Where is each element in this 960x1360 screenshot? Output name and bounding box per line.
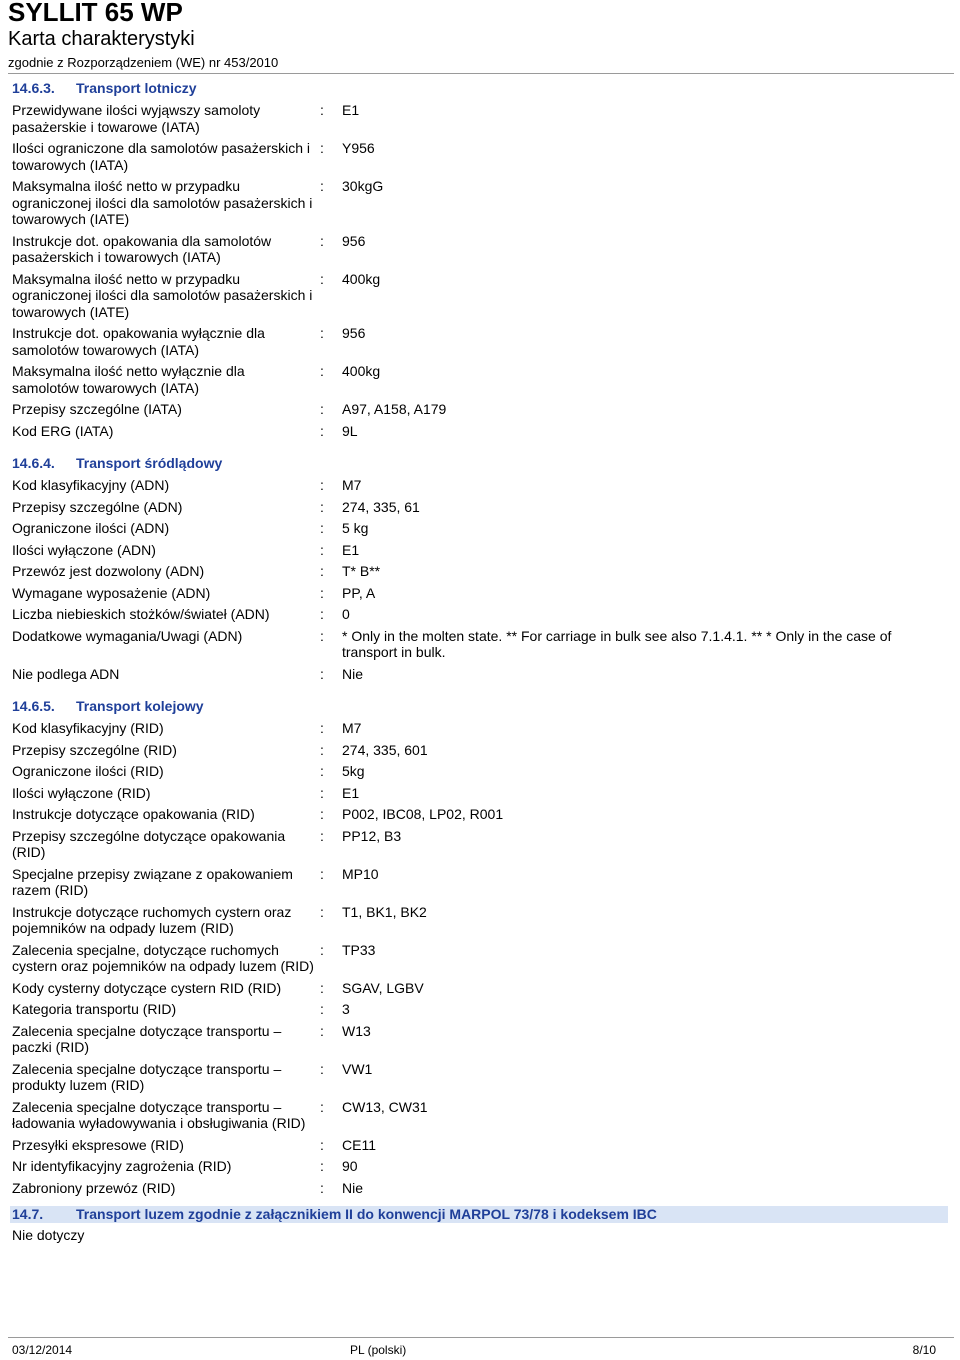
- property-row: [12, 666, 948, 683]
- separator-colon: :: [320, 1098, 324, 1115]
- section-heading-rail-transport: [12, 698, 948, 715]
- separator-colon: :: [320, 541, 324, 558]
- property-row: [12, 1158, 948, 1175]
- property-value: 3: [342, 1001, 350, 1017]
- rail-transport-rows: [12, 720, 948, 1196]
- property-row: [12, 401, 948, 418]
- property-label: Przewidywane ilości wyjąwszy samoloty pasażerskie i towarowe (IATA): [12, 102, 261, 135]
- regulation-reference: zgodnie z Rozporządzeniem (WE) nr 453/2010: [8, 55, 279, 70]
- property-value: 30kgG: [342, 178, 384, 194]
- property-label: Maksymalna ilość netto wyłącznie dla samolotów towarowych (IATA): [12, 363, 245, 396]
- property-row: [12, 828, 948, 861]
- property-row: [12, 102, 948, 135]
- property-value: 274, 335, 601: [342, 741, 428, 758]
- property-label: Instrukcje dot. opakowania dla samolotów pasażerskich i towarowych (IATA): [12, 232, 272, 265]
- property-label: Instrukcje dot. opakowania wyłącznie dla samolotów towarowych (IATA): [12, 325, 265, 358]
- property-label: Przepisy szczególne (RID): [12, 741, 177, 758]
- property-row: [12, 325, 948, 358]
- property-row: [12, 520, 948, 537]
- separator-colon: :: [320, 865, 324, 882]
- separator-colon: :: [320, 1179, 324, 1196]
- document-language: PL (polski): [350, 1343, 407, 1357]
- property-value: PP, A: [342, 584, 376, 601]
- property-row: [12, 606, 948, 623]
- property-value: T1, BK1, BK2: [342, 903, 427, 920]
- section-title: Transport luzem zgodnie z załącznikiem II do konwencji MARPOL 73/78 i kodeksem IBC: [76, 1206, 657, 1222]
- property-value: E1: [342, 541, 360, 558]
- separator-colon: :: [320, 477, 324, 493]
- property-label: Instrukcje dotyczące ruchomych cystern oraz pojemników na odpady luzem (RID): [12, 903, 292, 936]
- separator-colon: :: [320, 520, 324, 536]
- separator-colon: :: [320, 806, 324, 822]
- property-row: [12, 742, 948, 759]
- separator-colon: :: [320, 827, 324, 844]
- property-label: Instrukcje dotyczące opakowania (RID): [12, 806, 255, 822]
- property-label: Przesyłki ekspresowe (RID): [12, 1136, 184, 1153]
- property-value: CE11: [342, 1136, 376, 1153]
- document-header: [8, 0, 954, 71]
- property-value: Y956: [342, 140, 375, 156]
- property-row: [12, 363, 948, 396]
- property-row: [12, 542, 948, 559]
- property-label: Ograniczone ilości (RID): [12, 763, 164, 779]
- separator-colon: :: [320, 627, 324, 644]
- property-label: Ilości ograniczone dla samolotów pasażerskich i towarowych (IATA): [12, 140, 311, 173]
- property-row: [12, 1023, 948, 1056]
- section-title: Transport kolejowy: [76, 698, 204, 714]
- property-value: 90: [342, 1158, 358, 1174]
- property-value: 9L: [342, 422, 358, 439]
- property-row: [12, 785, 948, 802]
- property-label: Zalecenia specjalne dotyczące transportu – paczki (RID): [12, 1022, 282, 1055]
- separator-colon: :: [320, 102, 324, 118]
- separator-colon: :: [320, 140, 324, 156]
- revision-date: 03/12/2014: [12, 1343, 73, 1357]
- property-label: Dodatkowe wymagania/Uwagi (ADN): [12, 627, 243, 644]
- separator-colon: :: [320, 1060, 324, 1077]
- property-value: 5kg: [342, 763, 365, 779]
- section-number: 14.6.4.: [12, 455, 55, 471]
- property-row: [12, 980, 948, 997]
- separator-colon: :: [320, 720, 324, 736]
- property-value: Nie: [342, 665, 364, 682]
- property-label: Zalecenia specjalne, dotyczące ruchomych cystern oraz pojemników na odpady luzem (RID): [12, 941, 314, 974]
- property-label: Nie podlega ADN: [12, 665, 120, 682]
- property-label: Ilości wyłączone (ADN): [12, 541, 156, 558]
- air-transport-rows: [12, 102, 948, 439]
- property-row: [12, 233, 948, 266]
- property-value: 956: [342, 325, 366, 341]
- separator-colon: :: [320, 232, 324, 249]
- property-value: PP12, B3: [342, 827, 402, 844]
- property-row: [12, 628, 948, 661]
- separator-colon: :: [320, 763, 324, 779]
- section-number: 14.6.5.: [12, 698, 55, 714]
- property-label: Kod klasyfikacyjny (RID): [12, 720, 164, 736]
- section-number: 14.6.3.: [12, 80, 55, 96]
- section-number: 14.7.: [12, 1206, 44, 1222]
- separator-colon: :: [320, 665, 324, 682]
- property-value: A97, A158, A179: [342, 401, 447, 417]
- property-row: [12, 720, 948, 737]
- property-label: Specjalne przepisy związane z opakowaniem razem (RID): [12, 865, 293, 898]
- section-heading-inland-transport: [12, 455, 948, 472]
- property-label: Przepisy szczególne (ADN): [12, 498, 183, 515]
- property-row: [12, 499, 948, 516]
- property-label: Liczba niebieskich stożków/świateł (ADN): [12, 606, 270, 622]
- property-value: E1: [342, 784, 360, 801]
- property-label: Nr identyfikacyjny zagrożenia (RID): [12, 1158, 232, 1174]
- property-value: 400kg: [342, 270, 381, 287]
- property-value: P002, IBC08, LP02, R001: [342, 806, 504, 822]
- property-label: Zalecenia specjalne dotyczące transportu – produkty luzem (RID): [12, 1060, 282, 1093]
- separator-colon: :: [320, 363, 324, 379]
- property-value: T* B**: [342, 563, 381, 579]
- property-value: 0: [342, 606, 350, 622]
- property-row: [12, 763, 948, 780]
- property-value: SGAV, LGBV: [342, 979, 424, 996]
- property-row: [12, 178, 948, 228]
- separator-colon: :: [320, 178, 324, 194]
- separator-colon: :: [320, 1158, 324, 1174]
- property-value: W13: [342, 1022, 371, 1039]
- property-value: 5 kg: [342, 520, 369, 536]
- property-row: [12, 477, 948, 494]
- product-name: SYLLIT 65 WP: [8, 0, 183, 27]
- separator-colon: :: [320, 422, 324, 439]
- property-value: MP10: [342, 865, 379, 882]
- document-type: Karta charakterystyki: [8, 28, 195, 50]
- property-value: Nie: [342, 1179, 364, 1196]
- property-row: [12, 585, 948, 602]
- property-value: M7: [342, 477, 362, 493]
- separator-colon: :: [320, 498, 324, 515]
- property-row: [12, 942, 948, 975]
- property-label: Kategoria transportu (RID): [12, 1001, 177, 1017]
- separator-colon: :: [320, 784, 324, 801]
- property-value: VW1: [342, 1060, 373, 1077]
- page-number: 8/10: [912, 1343, 936, 1357]
- separator-colon: :: [320, 563, 324, 579]
- bulk-transport-text: Nie dotyczy: [12, 1227, 85, 1243]
- property-label: Kody cysterny dotyczące cystern RID (RID): [12, 979, 282, 996]
- property-label: Ograniczone ilości (ADN): [12, 520, 170, 536]
- document-body: [12, 80, 948, 1244]
- property-row: [12, 140, 948, 173]
- property-row: [12, 1137, 948, 1154]
- property-label: Zalecenia specjalne dotyczące transportu – ładowania wyładowywania i obsługiwania (RID): [12, 1098, 306, 1131]
- separator-colon: :: [320, 941, 324, 958]
- property-row: [12, 1099, 948, 1132]
- separator-colon: :: [320, 1022, 324, 1039]
- section-title: Transport śródlądowy: [76, 455, 223, 471]
- inland-transport-rows: [12, 477, 948, 682]
- separator-colon: :: [320, 270, 324, 287]
- header-divider: [8, 73, 954, 74]
- separator-colon: :: [320, 741, 324, 758]
- footer-divider: [8, 1337, 954, 1338]
- property-row: [12, 271, 948, 321]
- property-label: Kod ERG (IATA): [12, 422, 114, 439]
- property-label: Zabroniony przewóz (RID): [12, 1179, 176, 1196]
- property-label: Ilości wyłączone (RID): [12, 784, 151, 801]
- property-label: Przewóz jest dozwolony (ADN): [12, 563, 205, 579]
- separator-colon: :: [320, 1136, 324, 1153]
- property-row: [12, 806, 948, 823]
- separator-colon: :: [320, 325, 324, 341]
- property-label: Maksymalna ilość netto w przypadku ograniczonej ilości dla samolotów pasażerskich i towarowych (IATE): [12, 178, 313, 227]
- property-value: * Only in the molten state. ** For carriage in bulk see also 7.1.4.1. ** * Only in the case of transport in bulk.: [342, 627, 892, 660]
- property-value: 956: [342, 232, 366, 249]
- separator-colon: :: [320, 584, 324, 601]
- property-row: [12, 423, 948, 440]
- separator-colon: :: [320, 903, 324, 920]
- property-value: 274, 335, 61: [342, 498, 420, 515]
- property-value: E1: [342, 102, 360, 118]
- property-value: 400kg: [342, 363, 381, 379]
- property-label: Przepisy szczególne (IATA): [12, 401, 182, 417]
- separator-colon: :: [320, 606, 324, 622]
- separator-colon: :: [320, 1001, 324, 1017]
- property-row: [12, 563, 948, 580]
- section-title: Transport lotniczy: [76, 80, 197, 96]
- property-value: CW13, CW31: [342, 1098, 428, 1115]
- property-label: Wymagane wyposażenie (ADN): [12, 584, 211, 601]
- section-heading-air-transport: [12, 80, 948, 97]
- property-row: [12, 1180, 948, 1197]
- property-row: [12, 1001, 948, 1018]
- property-label: Przepisy szczególne dotyczące opakowania (RID): [12, 827, 286, 860]
- property-row: [12, 904, 948, 937]
- section-heading-bulk-transport: [10, 1206, 948, 1223]
- property-value: M7: [342, 720, 362, 736]
- property-row: [12, 1061, 948, 1094]
- separator-colon: :: [320, 979, 324, 996]
- property-label: Maksymalna ilość netto w przypadku ograniczonej ilości dla samolotów pasażerskich i towarowych (IATE): [12, 270, 313, 320]
- property-row: [12, 866, 948, 899]
- separator-colon: :: [320, 401, 324, 417]
- property-value: TP33: [342, 941, 376, 958]
- property-label: Kod klasyfikacyjny (ADN): [12, 477, 170, 493]
